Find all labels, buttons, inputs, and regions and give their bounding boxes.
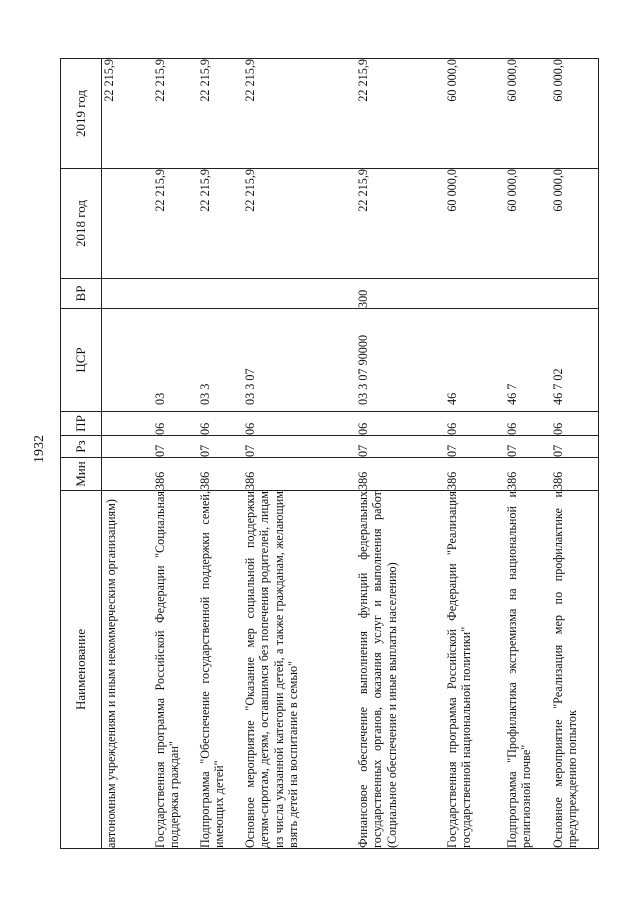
row-name: автономным учреждениям и иным некоммерческим организациям)	[102, 491, 153, 849]
header-2019: 2019 год	[61, 59, 102, 169]
row-vr	[198, 279, 243, 309]
row-2018: 22 215,9	[356, 169, 445, 279]
row-2019: 22 215,9	[102, 59, 153, 169]
row-min: 386	[198, 458, 243, 491]
row-vr	[243, 279, 356, 309]
row-csr: 03 3 07 90000	[356, 309, 445, 412]
row-rz: 07	[505, 436, 551, 458]
row-pr: 06	[153, 412, 198, 436]
row-name: Подпрограмма "Профилактика экстремизма на национальной и религиозной почве"	[505, 491, 551, 849]
row-2019: 22 215,9	[153, 59, 198, 169]
header-csr: ЦСР	[61, 309, 102, 412]
row-rz	[102, 436, 153, 458]
row-min: 386	[243, 458, 356, 491]
row-min: 386	[551, 458, 599, 491]
row-name: Государственная программа Российской Федерации "Реализация государственной национальной политики"	[445, 491, 505, 849]
row-min: 386	[153, 458, 198, 491]
row-pr: 06	[445, 412, 505, 436]
page-number: 1932	[32, 435, 47, 463]
row-csr: 03	[153, 309, 198, 412]
row-csr	[102, 309, 153, 412]
budget-table	[60, 58, 599, 849]
row-2018	[102, 169, 153, 279]
row-rz: 07	[551, 436, 599, 458]
header-rz: Рз	[61, 436, 102, 458]
row-2018: 22 215,9	[153, 169, 198, 279]
row-2018: 60 000,0	[505, 169, 551, 279]
row-2019: 60 000,0	[505, 59, 551, 169]
header-name: Наименование	[61, 491, 102, 849]
row-pr: 06	[198, 412, 243, 436]
header-vr: ВР	[61, 279, 102, 309]
row-vr	[505, 279, 551, 309]
row-rz: 07	[153, 436, 198, 458]
row-name: Государственная программа Российской Федерации "Социальная поддержка граждан"	[153, 491, 198, 849]
row-csr: 46 7 02	[551, 309, 599, 412]
row-pr: 06	[505, 412, 551, 436]
row-rz: 07	[198, 436, 243, 458]
table-header-row	[61, 59, 102, 849]
table-row	[153, 59, 198, 849]
header-min: Мин	[61, 458, 102, 491]
row-pr: 06	[551, 412, 599, 436]
row-csr: 03 3	[198, 309, 243, 412]
row-name: Подпрограмма "Обеспечение государственной поддержки семей, имеющих детей"	[198, 491, 243, 849]
row-rz: 07	[445, 436, 505, 458]
row-vr	[445, 279, 505, 309]
table-row	[551, 59, 599, 849]
row-vr	[102, 279, 153, 309]
row-rz: 07	[356, 436, 445, 458]
row-2018: 22 215,9	[243, 169, 356, 279]
row-csr: 46 7	[505, 309, 551, 412]
row-vr	[551, 279, 599, 309]
row-2018: 60 000,0	[551, 169, 599, 279]
header-2018: 2018 год	[61, 169, 102, 279]
row-vr: 300	[356, 279, 445, 309]
row-2019: 60 000,0	[551, 59, 599, 169]
rotated-table-container	[60, 59, 611, 849]
row-pr: 06	[356, 412, 445, 436]
row-2019: 22 215,9	[356, 59, 445, 169]
row-csr: 03 3 07	[243, 309, 356, 412]
table-row	[356, 59, 445, 849]
row-2018: 22 215,9	[198, 169, 243, 279]
table-row	[198, 59, 243, 849]
table-row	[102, 59, 153, 849]
header-pr: ПР	[61, 412, 102, 436]
row-min: 386	[356, 458, 445, 491]
row-rz: 07	[243, 436, 356, 458]
row-2019: 60 000,0	[445, 59, 505, 169]
row-min: 386	[445, 458, 505, 491]
row-pr	[102, 412, 153, 436]
row-name: Финансовое обеспечение выполнения функций федеральных государственных органов, оказания услуг и выполнения работ (Социальное обеспечение и иные выплаты населению)	[356, 491, 445, 849]
row-pr: 06	[243, 412, 356, 436]
table-row	[505, 59, 551, 849]
table-row	[445, 59, 505, 849]
table-row	[243, 59, 356, 849]
row-min	[102, 458, 153, 491]
row-2019: 22 215,9	[243, 59, 356, 169]
row-2018: 60 000,0	[445, 169, 505, 279]
row-2019: 22 215,9	[198, 59, 243, 169]
row-csr: 46	[445, 309, 505, 412]
row-min: 386	[505, 458, 551, 491]
row-vr	[153, 279, 198, 309]
row-name: Основное мероприятие "Реализация мер по профилактике и предупреждению попыток	[551, 491, 599, 849]
row-name: Основное мероприятие "Оказание мер социальной поддержки детям-сиротам, детям, оставшимся без попечения родителей, лицам из числа указанной категории детей, а также гражданам, желающим взять детей на воспитание в семью"	[243, 491, 356, 849]
